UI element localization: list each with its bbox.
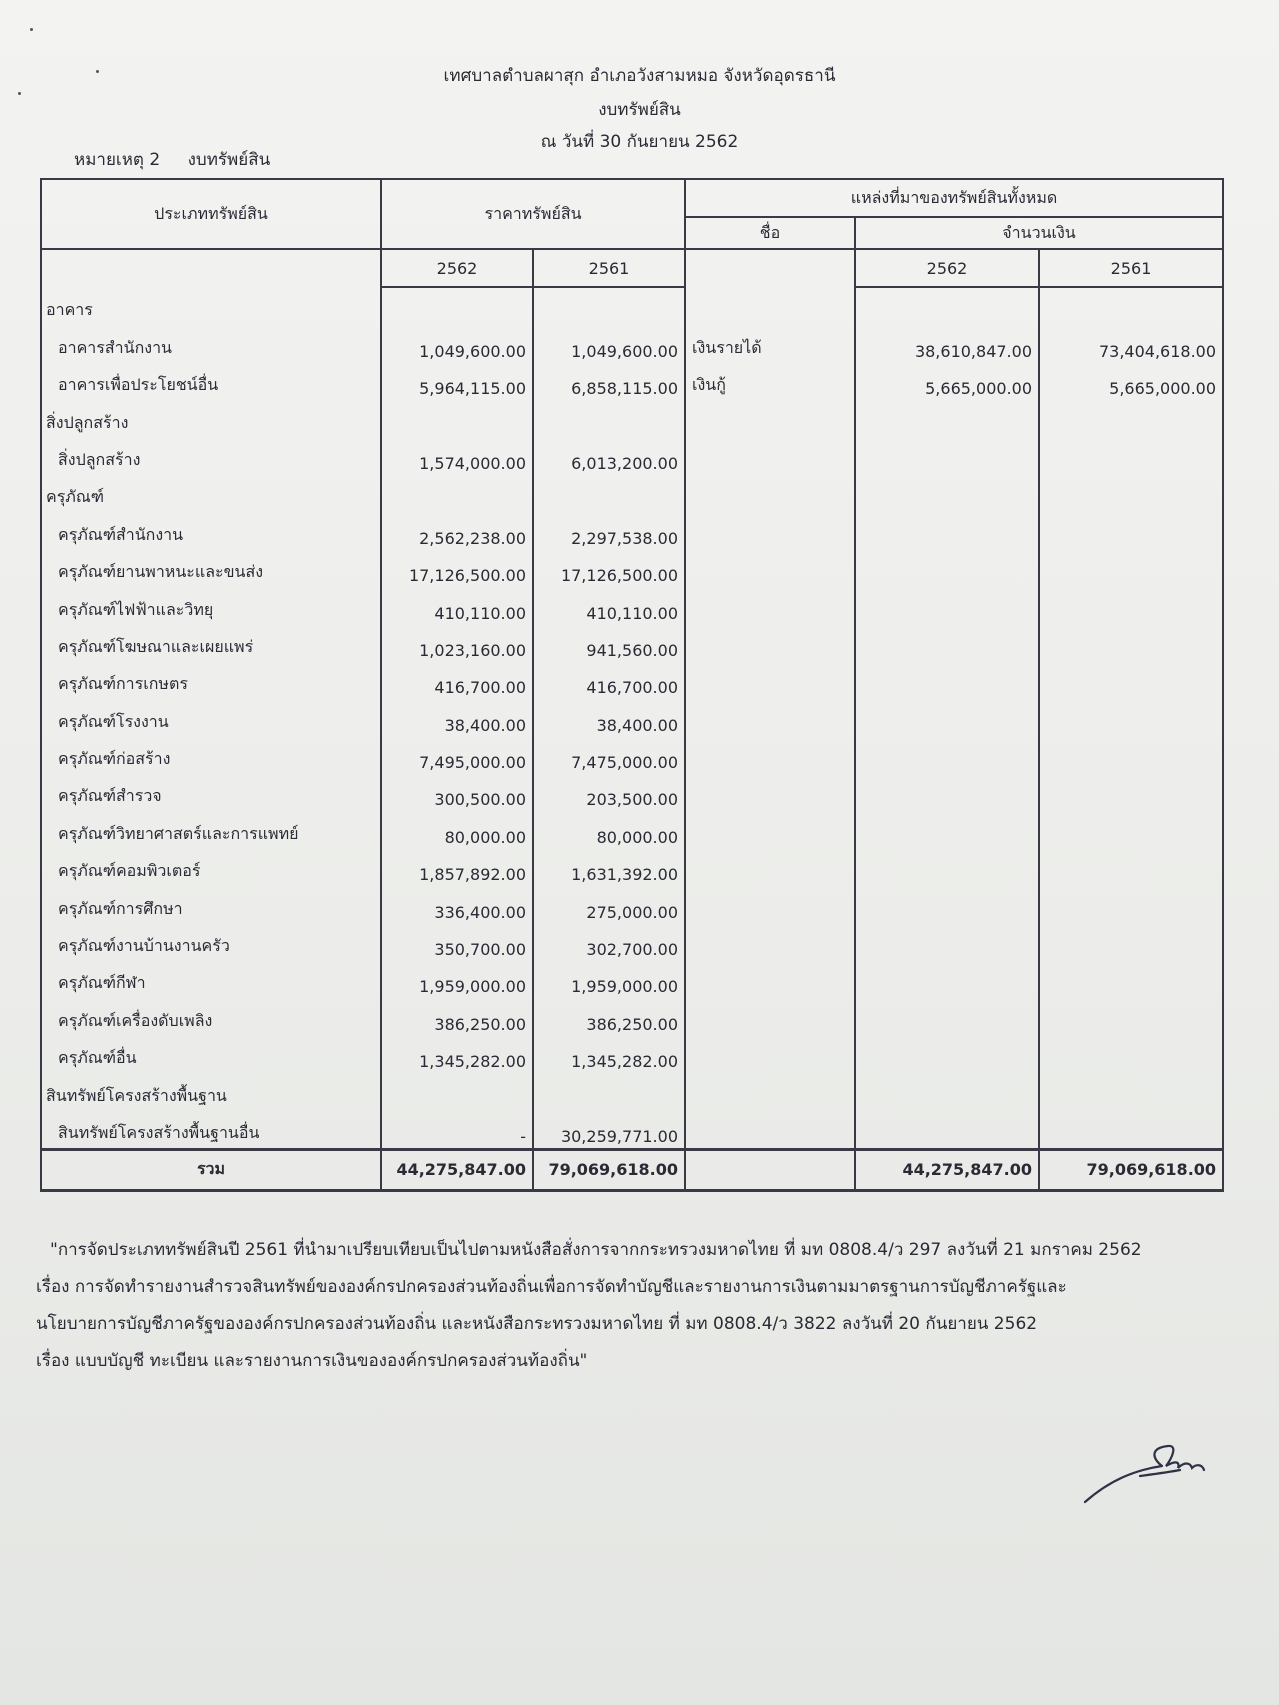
value-2561: 6,013,200.00 [533,438,685,475]
col-header-amount: จำนวนเงิน [855,217,1223,249]
source-name [685,811,855,848]
total-2562: 44,275,847.00 [381,1149,533,1190]
source-2562 [855,961,1039,998]
footnote-line: "การจัดประเภททรัพย์สินปี 2561 ที่นำมาเปรียบเทียบเป็นไปตามหนังสือสั่งการจากกระทรวงมหาดไทย ที่ มท 0808.4/ว 297 ลงวันที่ 21 มกราคม 2562 [50,1240,1142,1260]
source-name [685,737,855,774]
value-2561: 1,631,392.00 [533,849,685,886]
asset-table [40,178,1224,1192]
asset-row [41,998,1223,1035]
source-2561 [1039,475,1223,512]
source-2561 [1039,737,1223,774]
source-2561 [1039,287,1223,325]
value-2562: 1,345,282.00 [381,1036,533,1073]
source-name [685,1111,855,1150]
col-header-blank [41,249,381,287]
value-2562: 416,700.00 [381,662,533,699]
source-2561: 5,665,000.00 [1039,363,1223,400]
col-year-2561: 2561 [533,249,685,287]
source-2561 [1039,699,1223,736]
value-2561: 2,297,538.00 [533,512,685,549]
source-2561 [1039,1073,1223,1110]
source-2562 [855,811,1039,848]
value-2562 [381,475,533,512]
source-2562 [855,886,1039,923]
category-row [41,475,1223,512]
asset-label: ครุภัณฑ์การศึกษา [41,886,381,923]
value-2561: 386,250.00 [533,998,685,1035]
col-header-name: ชื่อ [685,217,855,249]
value-2561 [533,1073,685,1110]
asset-label: ครุภัณฑ์คอมพิวเตอร์ [41,849,381,886]
source-2561 [1039,886,1223,923]
source-2562 [855,737,1039,774]
source-2562 [855,550,1039,587]
org-name: เทศบาลตำบลผาสุก อำเภอวังสามหมอ จังหวัดอุดรธานี [443,66,836,86]
value-2561: 1,049,600.00 [533,325,685,362]
asset-label: ครุภัณฑ์งานบ้านงานครัว [41,924,381,961]
source-2562 [855,1111,1039,1150]
footnote [36,1232,1226,1380]
asset-label: ครุภัณฑ์เครื่องดับเพลิง [41,998,381,1035]
asset-rows [41,287,1223,1149]
value-2561: 30,259,771.00 [533,1111,685,1150]
source-name [685,512,855,549]
asset-label: ครุภัณฑ์ไฟฟ้าและวิทยุ [41,587,381,624]
source-2562 [855,774,1039,811]
source-2562 [855,662,1039,699]
source-2562 [855,1073,1039,1110]
asset-label: ครุภัณฑ์สำรวจ [41,774,381,811]
page-title: งบทรัพย์สิน [598,100,681,120]
source-2561 [1039,849,1223,886]
asset-row [41,924,1223,961]
total-source-2561: 79,069,618.00 [1039,1149,1223,1190]
asset-row [41,1111,1223,1150]
value-2562: 1,959,000.00 [381,961,533,998]
source-2562 [855,400,1039,437]
total-row [41,1149,1223,1190]
asset-label: ครุภัณฑ์ยานพาหนะและขนส่ง [41,550,381,587]
source-2561 [1039,811,1223,848]
source-2562 [855,587,1039,624]
value-2561: 1,959,000.00 [533,961,685,998]
report-date: ณ วันที่ 30 กันยายน 2562 [540,132,739,152]
value-2561: 941,560.00 [533,625,685,662]
source-2562 [855,287,1039,325]
value-2562: 1,049,600.00 [381,325,533,362]
value-2562: 2,562,238.00 [381,512,533,549]
paper-speck [30,28,33,31]
value-2562 [381,287,533,325]
col-header-type: ประเภททรัพย์สิน [41,179,381,249]
source-2562: 5,665,000.00 [855,363,1039,400]
value-2562: 410,110.00 [381,587,533,624]
source-2562 [855,1036,1039,1073]
asset-label: สินทรัพย์โครงสร้างพื้นฐาน [41,1073,381,1110]
footnote-line: เรื่อง แบบบัญชี ทะเบียน และรายงานการเงินขององค์กรปกครองส่วนท้องถิ่น" [36,1351,588,1371]
asset-label: ครุภัณฑ์สำนักงาน [41,512,381,549]
source-name [685,662,855,699]
note-title: งบทรัพย์สิน [187,150,271,170]
source-name [685,1073,855,1110]
value-2562: 350,700.00 [381,924,533,961]
asset-row [41,662,1223,699]
asset-row [41,699,1223,736]
source-2561 [1039,774,1223,811]
asset-row [41,849,1223,886]
source-name [685,475,855,512]
source-name: เงินกู้ [685,363,855,400]
source-name [685,998,855,1035]
value-2562: 1,023,160.00 [381,625,533,662]
source-2562 [855,998,1039,1035]
footnote-line: เรื่อง การจัดทำรายงานสำรวจสินทรัพย์ขององค์กรปกครองส่วนท้องถิ่นเพื่อการจัดทำบัญชีและรายงานการเงินตามมาตรฐานการบัญชีภาครัฐและ [36,1277,1067,1297]
value-2561: 1,345,282.00 [533,1036,685,1073]
source-2561 [1039,587,1223,624]
value-2561: 17,126,500.00 [533,550,685,587]
source-name [685,587,855,624]
source-2561 [1039,550,1223,587]
asset-row [41,774,1223,811]
total-label: รวม [41,1149,381,1190]
source-2561 [1039,662,1223,699]
source-2562 [855,475,1039,512]
col-header-source: แหล่งที่มาของทรัพย์สินทั้งหมด [685,179,1223,217]
source-name [685,961,855,998]
source-name [685,849,855,886]
value-2562: 1,857,892.00 [381,849,533,886]
source-2562 [855,849,1039,886]
asset-label: สิ่งปลูกสร้าง [41,400,381,437]
asset-label: สิ่งปลูกสร้าง [41,438,381,475]
source-name [685,287,855,325]
source-2561: 73,404,618.00 [1039,325,1223,362]
asset-label: ครุภัณฑ์กีฬา [41,961,381,998]
asset-row [41,961,1223,998]
asset-row [41,512,1223,549]
col-header-blank [685,249,855,287]
paper-speck [18,92,21,95]
source-2562 [855,512,1039,549]
value-2562: 5,964,115.00 [381,363,533,400]
source-2561 [1039,998,1223,1035]
value-2561: 6,858,115.00 [533,363,685,400]
asset-row [41,325,1223,362]
asset-label: ครุภัณฑ์ก่อสร้าง [41,737,381,774]
col-source-year-2561: 2561 [1039,249,1223,287]
value-2562: 80,000.00 [381,811,533,848]
value-2562: 386,250.00 [381,998,533,1035]
value-2561: 410,110.00 [533,587,685,624]
source-2561 [1039,625,1223,662]
value-2561: 7,475,000.00 [533,737,685,774]
source-2561 [1039,1111,1223,1150]
value-2561 [533,287,685,325]
source-2561 [1039,438,1223,475]
source-name [685,550,855,587]
asset-label: อาคารเพื่อประโยชน์อื่น [41,363,381,400]
asset-label: อาคาร [41,287,381,325]
total-2561: 79,069,618.00 [533,1149,685,1190]
asset-row [41,886,1223,923]
source-2562 [855,625,1039,662]
asset-row [41,550,1223,587]
source-name [685,625,855,662]
col-header-price: ราคาทรัพย์สิน [381,179,685,249]
value-2561: 80,000.00 [533,811,685,848]
footnote-line: นโยบายการบัญชีภาครัฐขององค์กรปกครองส่วนท้องถิ่น และหนังสือกระทรวงมหาดไทย ที่ มท 0808.4/ว 3822 ลงวันที่ 20 กันยายน 2562 [36,1314,1038,1334]
source-name [685,1036,855,1073]
source-name [685,774,855,811]
category-row [41,287,1223,325]
source-name [685,924,855,961]
source-2561 [1039,512,1223,549]
value-2562: 38,400.00 [381,699,533,736]
value-2562 [381,1073,533,1110]
asset-label: ครุภัณฑ์อื่น [41,1036,381,1073]
total-source-blank [685,1149,855,1190]
asset-label: ครุภัณฑ์การเกษตร [41,662,381,699]
note-heading [74,146,270,173]
category-row [41,1073,1223,1110]
source-name [685,438,855,475]
asset-label: ครุภัณฑ์วิทยาศาสตร์และการแพทย์ [41,811,381,848]
value-2562: 17,126,500.00 [381,550,533,587]
value-2561: 275,000.00 [533,886,685,923]
asset-row [41,587,1223,624]
source-2562: 38,610,847.00 [855,325,1039,362]
signature [1080,1440,1230,1510]
col-source-year-2562: 2562 [855,249,1039,287]
value-2561 [533,400,685,437]
asset-row [41,1036,1223,1073]
source-2561 [1039,400,1223,437]
value-2561: 203,500.00 [533,774,685,811]
value-2562: 7,495,000.00 [381,737,533,774]
asset-label: ครุภัณฑ์ [41,475,381,512]
value-2562: 300,500.00 [381,774,533,811]
asset-label: สินทรัพย์โครงสร้างพื้นฐานอื่น [41,1111,381,1150]
note-number: หมายเหตุ 2 [74,150,161,170]
value-2561 [533,475,685,512]
category-row [41,400,1223,437]
value-2561: 416,700.00 [533,662,685,699]
value-2562: 1,574,000.00 [381,438,533,475]
source-2562 [855,699,1039,736]
source-2562 [855,924,1039,961]
source-name [685,886,855,923]
asset-label: ครุภัณฑ์โรงงาน [41,699,381,736]
value-2562: - [381,1111,533,1150]
value-2561: 38,400.00 [533,699,685,736]
source-2561 [1039,961,1223,998]
asset-row [41,438,1223,475]
source-2562 [855,438,1039,475]
col-year-2562: 2562 [381,249,533,287]
asset-row [41,363,1223,400]
source-2561 [1039,1036,1223,1073]
asset-row [41,737,1223,774]
source-name: เงินรายได้ [685,325,855,362]
source-2561 [1039,924,1223,961]
value-2562 [381,400,533,437]
asset-label: อาคารสำนักงาน [41,325,381,362]
value-2561: 302,700.00 [533,924,685,961]
asset-row [41,811,1223,848]
asset-row [41,625,1223,662]
source-name [685,400,855,437]
total-source-2562: 44,275,847.00 [855,1149,1039,1190]
asset-label: ครุภัณฑ์โฆษณาและเผยแพร่ [41,625,381,662]
value-2562: 336,400.00 [381,886,533,923]
source-name [685,699,855,736]
